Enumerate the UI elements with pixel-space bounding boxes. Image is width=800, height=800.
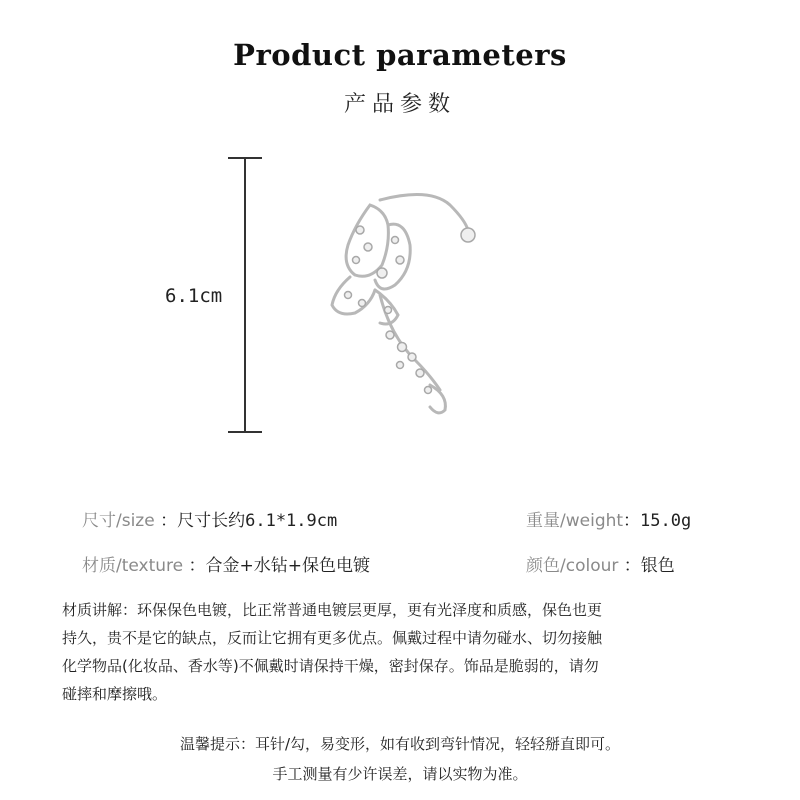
description-line: 碰摔和摩擦哦。 (62, 685, 168, 703)
material-description (62, 596, 752, 708)
spec-size-value: 尺寸长约6.1*1.9cm (177, 511, 338, 531)
page-title-en: Product parameters (233, 38, 567, 72)
dimension-label: 6.1cm (165, 285, 223, 307)
spec-weight-value: 15.0g (640, 511, 692, 531)
ruler-bottom-cap (228, 431, 262, 433)
description-line: 化学物品(化妆品、香水等)不佩戴时请保持干燥，密封保存。饰品是脆弱的，请勿 (62, 657, 599, 675)
butterfly-earring-image (320, 185, 490, 430)
spec-material-key: 材质/texture (82, 556, 184, 576)
ruler-line (244, 157, 246, 433)
spec-size-key: 尺寸/size (82, 511, 155, 531)
description-line: 材质讲解：环保保色电镀，比正常普通电镀层更厚，更有光泽度和质感，保色也更 (62, 601, 603, 619)
spec-material-value: 合金+水钻+保色电镀 (205, 556, 371, 576)
spec-colour-value: 银色 (640, 556, 675, 576)
spec-size-sep: ： (154, 511, 178, 531)
spec-weight (526, 506, 691, 531)
spec-material-sep: ： (183, 556, 206, 576)
spec-colour (526, 551, 675, 576)
spec-colour-sep: ： (618, 556, 641, 576)
page-title-cn: 产品参数 (343, 92, 456, 117)
spec-size (82, 506, 337, 531)
spec-material (82, 551, 370, 576)
spec-weight-sep: ： (623, 511, 641, 531)
butterfly-ear-cuff-icon (320, 185, 490, 430)
dimension-ruler (228, 157, 262, 433)
description-line: 持久，贵不是它的缺点，反而让它拥有更多优点。佩戴过程中请勿碰水、切勿接触 (62, 629, 603, 647)
spec-weight-key: 重量/weight (526, 511, 624, 531)
measurement-note: 手工测量有少许误差，请以实物为准。 (272, 765, 528, 783)
warm-tip: 温馨提示：耳针/勾，易变形，如有收到弯针情况，轻轻掰直即可。 (179, 735, 621, 753)
spec-colour-key: 颜色/colour (526, 556, 619, 576)
